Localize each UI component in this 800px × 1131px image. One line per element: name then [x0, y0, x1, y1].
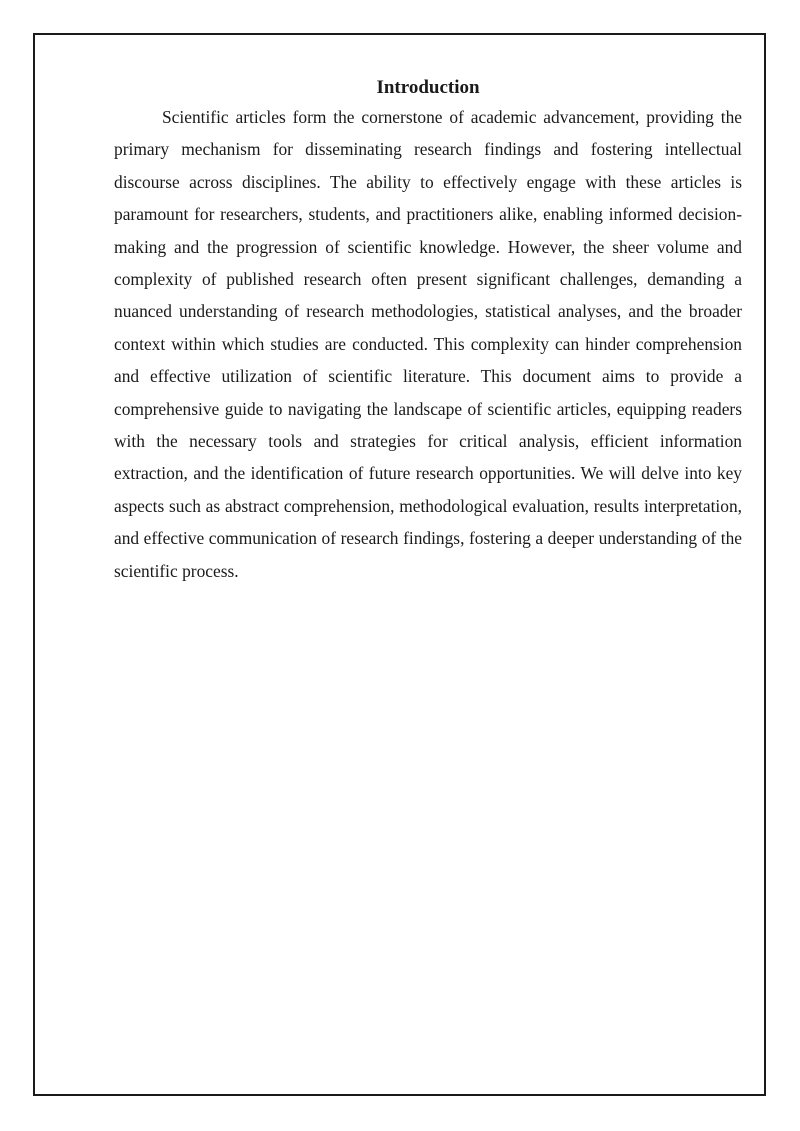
- page-content: [114, 76, 742, 587]
- section-heading: Introduction: [376, 77, 480, 98]
- intro-paragraph: Scientific articles form the cornerstone of academic advancement, providing the primary mechanism for disseminating research findings and fostering intellectual discourse across disciplines. The ability to effectively engage with these articles is paramount for researchers, students, and practitioners alike, enabling informed decision-making and the progression of scientific knowledge. However, the sheer volume and complexity of published research often present significant challenges, demanding a nuanced understanding of research methodologies, statistical analyses, and the broader context within which studies are conducted. This complexity can hinder comprehension and effective utilization of scientific literature. This document aims to provide a comprehensive guide to navigating the landscape of scientific articles, equipping readers with the necessary tools and strategies for critical analysis, efficient information extraction, and the identification of future research opportunities. We will delve into key aspects such as abstract comprehension, methodological evaluation, results interpretation, and effective communication of research findings, fostering a deeper understanding of the scientific process.: [114, 107, 742, 581]
